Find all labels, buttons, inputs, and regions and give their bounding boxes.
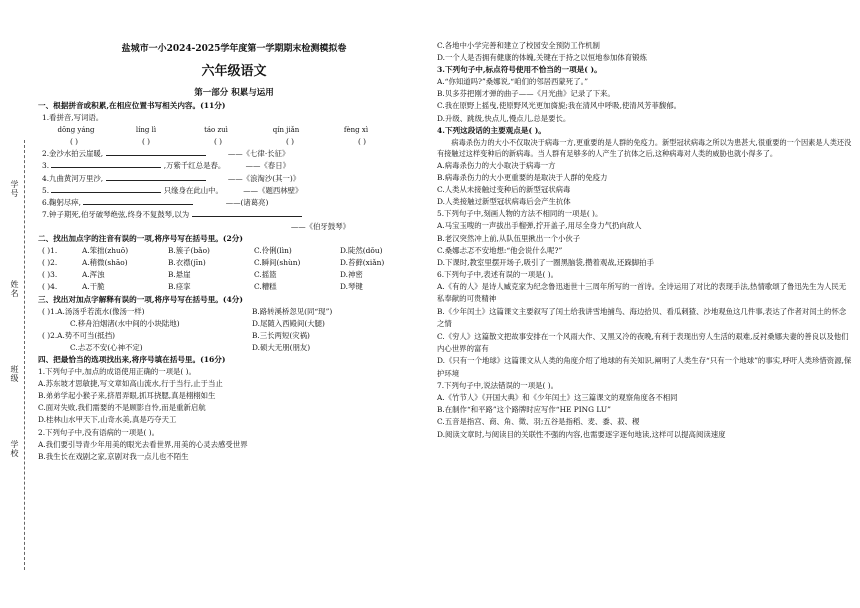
question-4-options <box>437 160 852 208</box>
option-cell: B.簇子(bǎo) <box>168 246 210 256</box>
option-cell: B.路转溪桥忽见(同“现”) <box>252 306 333 316</box>
section-4-lines <box>38 366 430 463</box>
option-row <box>38 342 430 354</box>
option-line: A.病毒杀伤力的大小取决于病毒一方 <box>437 160 556 170</box>
option-cell: C.糟糕 <box>254 282 277 292</box>
option-line: C.各地中小学完善和建立了校园安全预防工作机制 <box>437 41 600 50</box>
right-column <box>437 0 852 441</box>
margin-label-class: 班级 <box>10 365 19 383</box>
option-line: D.下课时,教室里摆开场子,吸引了一圈黑脑袋,攒着观战,还跺脚拍手 <box>437 257 654 267</box>
binding-dashed-line <box>24 140 25 570</box>
pinyin-1: dōng yáng <box>57 126 95 135</box>
option-line: D.升级、跳级,快点儿,慢点儿,总是要长。 <box>437 113 571 123</box>
option-row <box>38 330 430 342</box>
option-cell: D.神密 <box>340 270 363 280</box>
option-row <box>38 245 430 257</box>
right-lines-a <box>437 40 852 64</box>
option-cell: B.衣襟(jīn) <box>168 258 206 268</box>
answer-bracket[interactable]: ( )2. <box>42 258 58 268</box>
q4-line: 4.九曲黄河万里沙, ——《浪淘沙(其一)》 <box>42 173 301 183</box>
question-line: B.弟弟学起小猴子来,挤眉弄眼,抓耳挠腮,真是栩栩如生 <box>38 391 216 401</box>
pinyin-5: fèng xì <box>343 126 369 135</box>
question-line: A.我们要引导青少年用美的眼光去看世界,用美的心灵去感受世界 <box>38 439 248 449</box>
fill-blank[interactable] <box>192 216 302 217</box>
option-row <box>38 318 430 330</box>
question-3-title: 3.下列句子中,标点符号使用不恰当的一项是( )。 <box>437 65 602 75</box>
option-cell: C.移舟泊烟渚(水中间的小块陆地) <box>70 318 180 328</box>
answer-blank[interactable]: ( ) <box>69 137 79 147</box>
question-5-options <box>437 220 852 268</box>
option-cell: D.琴键 <box>340 282 363 292</box>
option-cell: A.浑浊 <box>82 270 105 280</box>
option-line: B.病毒杀伤力的大小更重要的是取决于人群的免疫力 <box>437 173 608 183</box>
option-row <box>38 281 430 293</box>
pinyin-4: qín jiǎn <box>272 126 300 135</box>
question-line: 1.下列句子中,加点的成语使用正确的一项是( )。 <box>38 367 196 377</box>
option-line: C.人类从未接触过变种后的新型冠状病毒 <box>437 185 571 195</box>
question-line: D.桂林山水甲天下,山奇水美,真是巧夺天工 <box>38 415 177 425</box>
question-line: A.苏东坡才思敏捷,写文章如高山流水,行于当行,止于当止 <box>38 379 223 389</box>
option-cell: A.稍微(shāo) <box>82 258 128 268</box>
fill-blank[interactable] <box>51 167 161 168</box>
grade-title: 六年级语文 <box>201 64 267 79</box>
option-cell: D.苔藓(xiǎn) <box>340 258 385 268</box>
option-line: C.我在原野上摇曳,使原野风光更加旖旎;我在清风中呼吸,使清风芳菲馥郁。 <box>437 101 682 111</box>
option-cell: ( )1.A.汤汤乎若流水(像汤一样) <box>42 306 145 316</box>
section-1-title: 一、根据拼音或积累,在相应位置书写相关内容。(11分) <box>38 101 226 110</box>
q1-prompt: 1.看拼音,写词语。 <box>42 113 104 123</box>
option-cell: C.忐忑不安(心神不定) <box>70 342 143 352</box>
option-line: A.《有的人》是诗人臧克家为纪念鲁迅逝世十三周年所写的一首诗。全诗运用了对比的表现手法,热情歌颂了鲁迅先生为人民无私奉献的可贵精神 <box>437 281 847 304</box>
q7-source: ——《伯牙鼓琴》 <box>290 221 350 231</box>
option-cell: D.尾随入西殿间(大腿) <box>252 318 325 328</box>
option-line: D.一个人是否拥有健康的体魄,关键在于持之以恒地参加体育锻炼 <box>437 53 647 63</box>
question-line: 2.下列句子中,没有语病的一项是( )。 <box>38 427 159 437</box>
option-cell: D.硕大无朋(朋友) <box>252 342 311 352</box>
q7-line: 7.钟子期死,伯牙破琴绝弦,终身不复鼓琴,以为 <box>38 209 430 221</box>
option-line: D.人类接触过新型冠状病毒后会产生抗体 <box>437 197 571 207</box>
question-line: B.我生长在戏剧之家,京剧对我一点儿也不陌生 <box>38 451 189 461</box>
q2-line: 2.金沙水拍云崖暖, ——《七律·长征》 <box>42 149 290 159</box>
question-7-options <box>437 392 852 440</box>
option-line: A.《竹节人》《开国大典》和《少年闰土》这三篇课文的观察角度各不相同 <box>437 393 678 403</box>
option-line: A.“你知道吗?”桑娜说,“咱们的邻居西蒙死了。” <box>437 77 589 87</box>
margin-label-school: 学校 <box>10 440 19 458</box>
answer-blank[interactable]: ( ) <box>213 137 223 147</box>
option-line: A.马宝玉嗖的一声拔出手榴弹,拧开盖子,用尽全身力气扔向敌人 <box>437 221 642 231</box>
pinyin-row <box>38 124 430 136</box>
option-cell: A.笨拙(zhuō) <box>82 246 129 256</box>
option-cell: C.伶俐(lìn) <box>254 246 292 256</box>
fill-blank[interactable] <box>51 192 161 193</box>
option-line: B.《少年闰土》这篇课文主要叙写了闰土给我讲雪地捕鸟、海边拾贝、看瓜刺猹、沙地观鱼这几件事,表达了作者对闰土的怀念之情 <box>437 306 847 329</box>
pinyin-3: táo zuì <box>204 126 228 135</box>
answer-blank[interactable]: ( ) <box>357 137 367 147</box>
option-cell: B.三长两短(灾祸) <box>252 330 310 340</box>
question-line: C.面对失败,我们需要的不是顾影自怜,而是重新启航 <box>38 403 206 413</box>
option-cell: B.痉挛 <box>168 282 191 292</box>
option-line: B.贝多芬把刚才弹的曲子——《月光曲》记录了下来。 <box>437 89 615 99</box>
left-column <box>38 0 430 463</box>
answer-bracket[interactable]: ( )4. <box>42 282 58 292</box>
section-2-title: 二、找出加点字的注音有误的一项,将序号写在括号里。(2分) <box>38 234 243 244</box>
question-3-options <box>437 76 852 124</box>
pinyin-2: líng lì <box>135 126 157 135</box>
question-4-title: 4.下列这段话的主要观点是( )。 <box>437 125 546 135</box>
question-4-passage: 病毒杀伤力的大小不仅取决于病毒一方,更重要的是人群的免疫力。新型冠状病毒之所以为患甚大,很重要的一个因素是人类还没有接触过这样变种后的新病毒。当人群有足够多的人产生了抗体之后,这种病毒对人类的威胁也就小得多了。 <box>437 137 852 159</box>
answer-blank[interactable]: ( ) <box>285 137 295 147</box>
option-cell: C.瞬间(shùn) <box>254 258 301 268</box>
margin-label-id: 学号 <box>10 180 19 198</box>
question-5-title: 5.下列句子中,刻画人物的方法不相同的一项是( )。 <box>437 209 603 219</box>
option-line: B.老汉突然冲上前,从队伍里揪出一个小伙子 <box>437 233 581 243</box>
option-cell: D.陡然(dǒu) <box>340 246 383 256</box>
q6-line: 6.鞠躬尽瘁, ——(诸葛亮) <box>42 197 269 207</box>
section-3-title: 三、找出对加点字解释有误的一项,将序号写在括号里。(4分) <box>38 294 243 304</box>
fill-blank[interactable] <box>106 155 206 156</box>
option-line: B.在制作“和平路”这个路牌时应写作“HE PING LU” <box>437 405 611 415</box>
option-cell: C.摇篮 <box>254 270 277 280</box>
fill-blank[interactable] <box>83 204 193 205</box>
q3-line: 3. ,万紫千红总是春。 ——《春日》 <box>42 161 290 171</box>
option-row <box>38 269 430 281</box>
question-7-title: 7.下列句子中,说法错误的一项是( )。 <box>437 381 558 391</box>
section-4-title: 四、把最恰当的选项找出来,将序号填在括号里。(16分) <box>38 354 226 364</box>
option-cell: ( )2.A.势不可当(抵挡) <box>42 330 115 340</box>
answer-blank-row <box>38 136 430 148</box>
option-line: D.《只有一个地球》这篇课文从人类的角度介绍了地球的有关知识,阐明了人类生存“只有一个地球”的事实,呼吁人类珍惜资源,保护环境 <box>437 356 852 378</box>
answer-bracket[interactable]: ( )1. <box>42 246 58 256</box>
q5-line: 5. 只缘身在此山中。 ——《题西林壁》 <box>42 185 303 195</box>
option-row <box>38 257 430 269</box>
option-row <box>38 306 430 318</box>
part-title: 第一部分 积累与运用 <box>194 88 274 98</box>
answer-blank[interactable]: ( ) <box>141 137 151 147</box>
question-6-title: 6.下列句子中,表述有误的一项是( )。 <box>437 269 558 279</box>
margin-label-name: 姓名 <box>10 280 19 298</box>
option-cell: B.悬崖 <box>168 270 191 280</box>
option-line: C.《穷人》这篇散文把故事安排在一个风雨大作、又黑又冷的夜晚,有利于表现出穷人生活的艰难,反衬桑娜夫妻的善良以及他们内心世界的富有 <box>437 331 849 353</box>
option-cell: A.干脆 <box>82 282 105 292</box>
option-line: C.桑娜忐忑不安地想:“他会说什么呢?” <box>437 245 563 255</box>
answer-bracket[interactable]: ( )3. <box>42 270 58 280</box>
option-line: C.五音是指宫、商、角、徵、羽;五谷是指稻、麦、黍、菽、稷 <box>437 417 640 427</box>
section-3-rows <box>38 306 430 354</box>
question-6-options <box>437 281 852 380</box>
fill-blank[interactable] <box>106 180 206 181</box>
option-line: D.阅读文章时,与阅读目的关联性不强的内容,也需要逐字逐句地读,这样可以提高阅读速度 <box>437 429 726 439</box>
section-2-rows <box>38 245 430 293</box>
school-title: 盐城市一小2024-2025学年度第一学期期末检测模拟卷 <box>121 44 347 54</box>
